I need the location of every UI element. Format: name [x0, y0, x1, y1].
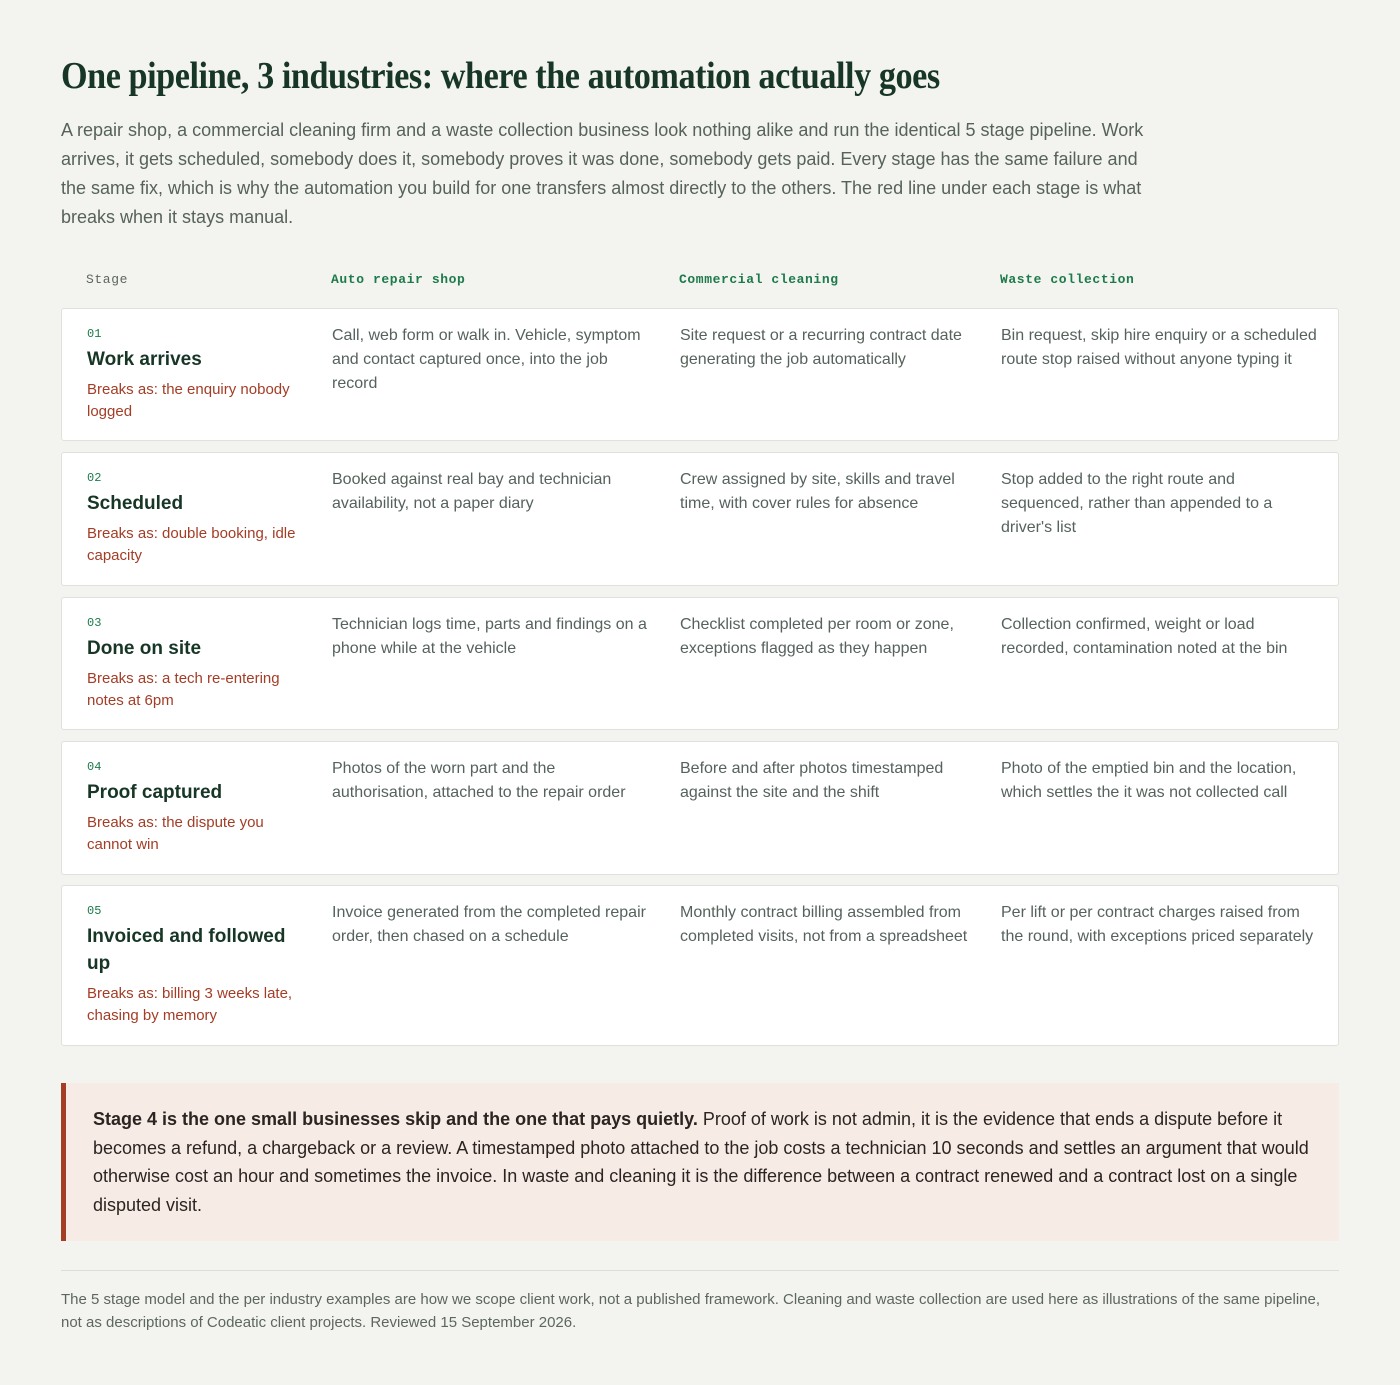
table-row: [61, 741, 1339, 875]
auto-repair-cell: Booked against real bay and technician availability, not a paper diary: [332, 471, 612, 512]
callout-lead: Stage 4 is the one small businesses skip and the one that pays quietly.: [93, 1109, 698, 1129]
cleaning-cell: Before and after photos timestamped against the site and the shift: [680, 760, 944, 801]
column-header-auto-repair: Auto repair shop: [331, 272, 466, 287]
stage-number: 02: [87, 471, 102, 485]
stage-cell: [87, 326, 307, 423]
stage-name: Invoiced and followed up: [87, 926, 286, 974]
intro-paragraph: A repair shop, a commercial cleaning firm and a waste collection business look nothing alike and run the identical 5 stage pipeline. Work arrives, it gets scheduled, somebody does it, somebody proves it was done, somebody gets paid. Every stage has the same failure and the same fix, which is why the automation you build for one transfers almost directly to the others. The red line under each stage is what breaks when it stays manual.: [61, 120, 1144, 227]
waste-cell: Per lift or per contract charges raised from the round, with exceptions priced separately: [1001, 904, 1314, 945]
auto-repair-cell: Call, web form or walk in. Vehicle, symptom and contact captured once, into the job record: [332, 327, 641, 392]
stage-breaks: Breaks as: the dispute you cannot win: [87, 814, 264, 853]
stage-breaks: Breaks as: the enquiry nobody logged: [87, 381, 290, 420]
stage-breaks: Breaks as: a tech re-entering notes at 6pm: [87, 670, 280, 709]
page-title: One pipeline, 3 industries: where the automation actually goes: [61, 55, 940, 97]
waste-cell: Bin request, skip hire enquiry or a scheduled route stop raised without anyone typing it: [1001, 327, 1317, 368]
stage-cell: [87, 903, 307, 1027]
callout-body: Proof of work is not admin, it is the evidence that ends a dispute before it becomes a refund, a chargeback or a review. A timestamped photo attached to the job costs a technician 10 seconds and settles an argument that would otherwise cost an hour and sometimes the invoice. In waste and cleaning it is the difference between a contract renewed and a contract lost on a single disputed visit.: [93, 1109, 1309, 1215]
cleaning-cell: Checklist completed per room or zone, exceptions flagged as they happen: [680, 616, 954, 657]
stage-name: Scheduled: [87, 493, 184, 514]
column-header-cleaning: Commercial cleaning: [679, 272, 839, 287]
column-header-stage: Stage: [86, 272, 129, 287]
stage-name: Done on site: [87, 638, 202, 659]
column-header-waste: Waste collection: [1000, 272, 1135, 287]
stage-breaks: Breaks as: billing 3 weeks late, chasing by memory: [87, 985, 293, 1024]
stage-cell: [87, 615, 307, 712]
stage-breaks: Breaks as: double booking, idle capacity: [87, 525, 296, 564]
callout-box: [61, 1083, 1339, 1241]
auto-repair-cell: Photos of the worn part and the authorisation, attached to the repair order: [332, 760, 626, 801]
auto-repair-cell: Technician logs time, parts and findings on a phone while at the vehicle: [332, 616, 647, 657]
table-row: [61, 452, 1339, 586]
stage-name: Proof captured: [87, 782, 223, 803]
stage-number: 03: [87, 616, 102, 630]
stage-number: 04: [87, 760, 102, 774]
stage-cell: [87, 759, 307, 856]
auto-repair-cell: Invoice generated from the completed repair order, then chased on a schedule: [332, 904, 646, 945]
divider: [61, 1270, 1339, 1271]
table-row: [61, 597, 1339, 730]
cleaning-cell: Monthly contract billing assembled from completed visits, not from a spreadsheet: [680, 904, 968, 945]
table-header: [61, 270, 1339, 292]
stage-cell: [87, 470, 307, 567]
waste-cell: Stop added to the right route and sequenced, rather than appended to a driver's list: [1001, 471, 1273, 536]
cleaning-cell: Crew assigned by site, skills and travel time, with cover rules for absence: [680, 471, 955, 512]
table-row: [61, 885, 1339, 1046]
stage-number: 01: [87, 327, 102, 341]
table-row: [61, 308, 1339, 441]
cleaning-cell: Site request or a recurring contract date generating the job automatically: [680, 327, 962, 368]
stage-number: 05: [87, 904, 102, 918]
footnote: The 5 stage model and the per industry examples are how we scope client work, not a published framework. Cleaning and waste collection are used here as illustrations of the same pipeline, not as descriptions of Codeatic client projects. Reviewed 15 September 2026.: [61, 1291, 1321, 1331]
stage-name: Work arrives: [87, 349, 202, 370]
waste-cell: Collection confirmed, weight or load recorded, contamination noted at the bin: [1001, 616, 1288, 657]
waste-cell: Photo of the emptied bin and the location, which settles the it was not collected call: [1001, 760, 1297, 801]
